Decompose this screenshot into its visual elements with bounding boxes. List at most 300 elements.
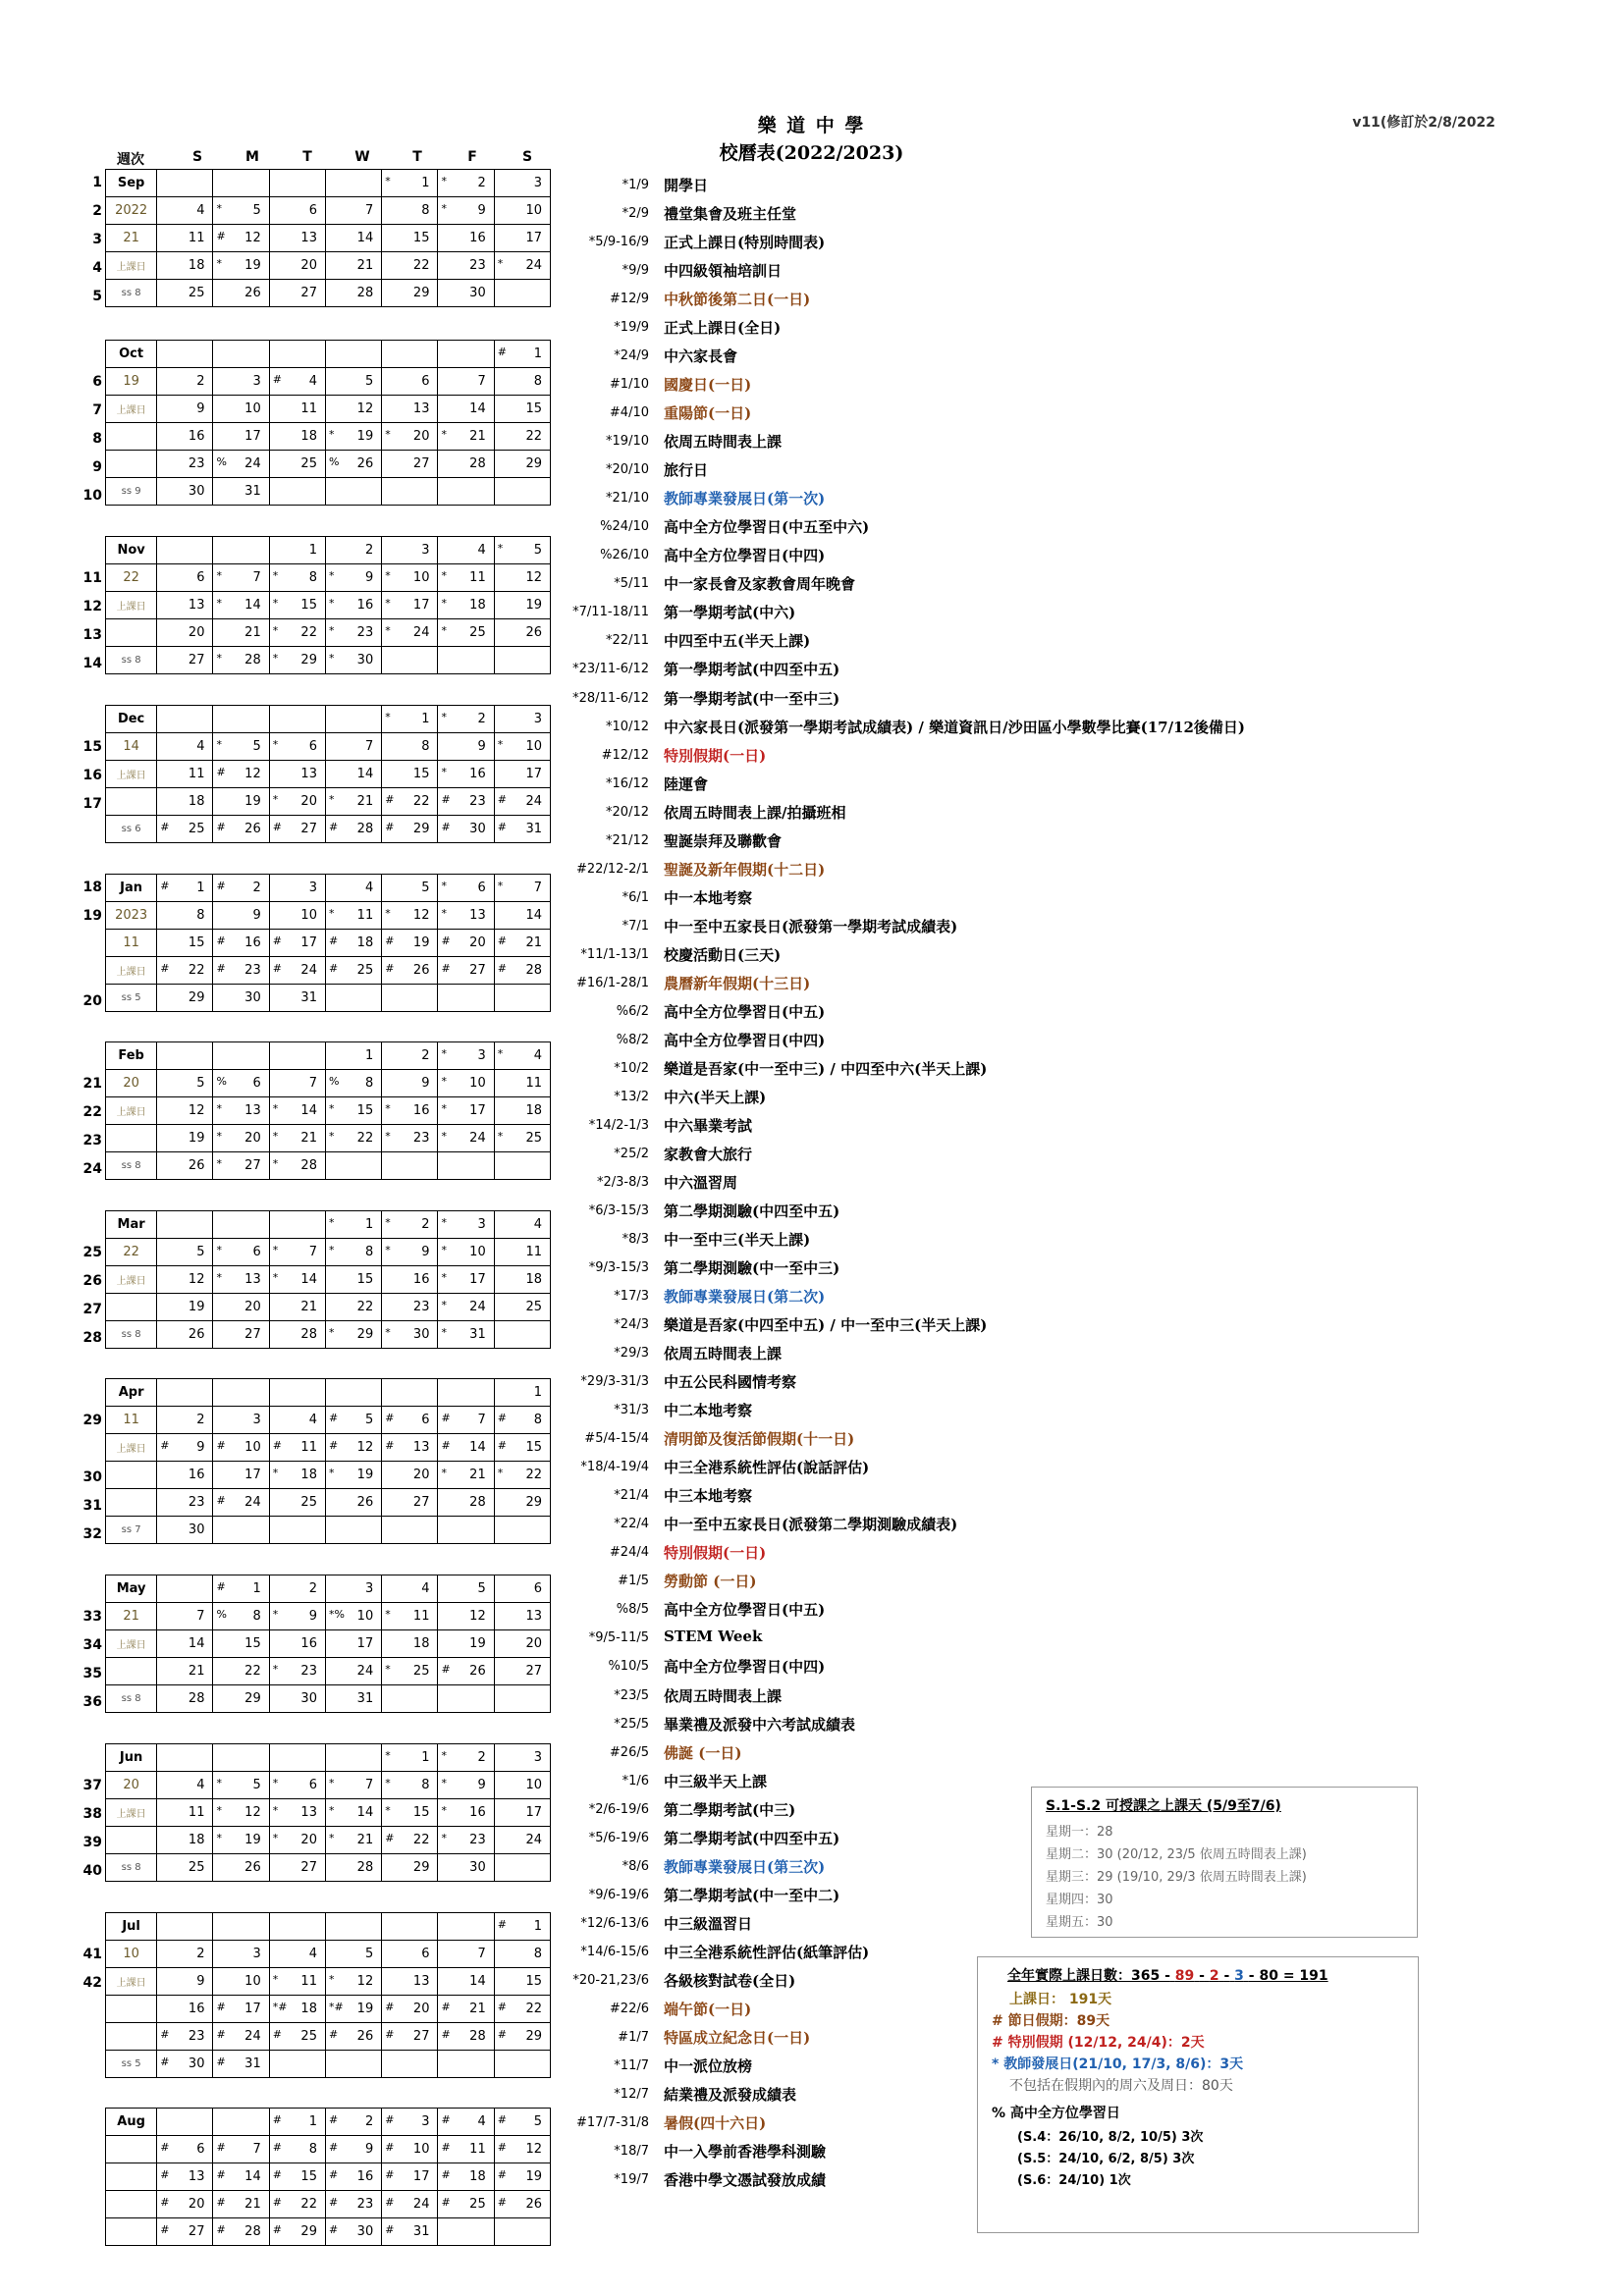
week-label <box>106 1294 157 1321</box>
day-cell <box>325 2163 381 2191</box>
week-number: 23 <box>82 1133 102 1148</box>
week-number: 5 <box>92 289 102 304</box>
day-number: 4 <box>477 2114 486 2129</box>
day-marker: # <box>441 793 451 806</box>
day-number: 2 <box>252 881 261 895</box>
day-number: 8 <box>308 2142 317 2157</box>
event-date: *2/3-8/3 <box>596 1175 649 1190</box>
event-row <box>558 1371 797 1391</box>
day-cell <box>494 280 550 307</box>
day-cell: 19 <box>157 1125 213 1152</box>
day-cell <box>382 1603 438 1630</box>
day-cell <box>213 1744 269 1772</box>
week-row <box>106 1968 551 1996</box>
day-cell <box>494 537 550 564</box>
day-marker: % <box>328 455 340 468</box>
day-marker: # <box>272 2168 282 2181</box>
day-cell: 3 <box>213 368 269 396</box>
teaching-days-title: S.1-S.2 可授課之上課天 (5/9至7/6) <box>1046 1798 1281 1814</box>
day-marker: * <box>441 1244 447 1256</box>
event-row <box>558 545 826 564</box>
day-cell: 30 <box>157 1517 213 1544</box>
event-row <box>558 1542 767 1562</box>
dow-wed: W <box>354 149 370 165</box>
event-row <box>558 830 783 850</box>
day-cell: 11 <box>157 1799 213 1827</box>
day-marker: * <box>328 1326 335 1339</box>
day-marker: *# <box>272 2001 288 2013</box>
event-date: *10/2 <box>614 1061 649 1076</box>
day-cell: 14 <box>325 761 381 788</box>
day-number: 9 <box>421 1245 430 1259</box>
event-date: *28/11-6/12 <box>572 691 649 706</box>
day-cell <box>494 1913 550 1941</box>
day-cell <box>382 423 438 451</box>
day-cell: 22 <box>494 423 550 451</box>
day-cell: 18 <box>269 423 325 451</box>
day-cell <box>269 1603 325 1630</box>
day-cell: 16 <box>382 1266 438 1294</box>
event-title: 第二學期考試(中四至中五) <box>664 1830 840 1847</box>
day-marker: * <box>216 1804 222 1817</box>
event-title: 中二本地考察 <box>664 1402 753 1419</box>
week-label: 11 <box>106 930 157 957</box>
day-cell: 7 <box>438 368 494 396</box>
day-cell <box>269 1211 325 1239</box>
day-cell <box>494 2136 550 2163</box>
day-marker: # <box>216 2001 226 2013</box>
day-cell: 5 <box>325 368 381 396</box>
day-cell <box>269 564 325 592</box>
day-number: 14 <box>469 1440 486 1455</box>
day-cell <box>325 1968 381 1996</box>
day-marker: * <box>272 793 279 806</box>
day-cell <box>382 930 438 957</box>
week-label: ss 9 <box>106 478 157 506</box>
day-cell <box>382 1685 438 1713</box>
day-cell <box>382 1772 438 1799</box>
week-row <box>106 1489 551 1517</box>
day-number: 16 <box>356 2169 374 2184</box>
day-cell <box>213 1211 269 1239</box>
week-label: ss 8 <box>106 647 157 674</box>
week-label: Dec <box>106 706 157 733</box>
day-marker: * <box>272 1130 279 1143</box>
day-number: 23 <box>412 1131 430 1146</box>
week-row <box>106 451 551 478</box>
day-cell <box>269 733 325 761</box>
week-number: 29 <box>82 1413 102 1428</box>
day-number: 13 <box>244 1272 261 1287</box>
week-label: 20 <box>106 1070 157 1097</box>
day-cell: 24 <box>325 1658 381 1685</box>
event-row <box>558 260 783 280</box>
day-cell <box>438 341 494 368</box>
day-marker: * <box>441 907 447 920</box>
day-cell <box>269 1239 325 1266</box>
day-cell <box>213 647 269 674</box>
day-marker: # <box>216 2141 226 2154</box>
event-title: 各級核對試卷(全日) <box>664 1972 796 1990</box>
day-marker: * <box>441 1102 447 1115</box>
day-number: 18 <box>356 935 374 950</box>
day-cell <box>325 1772 381 1799</box>
day-marker: # <box>328 2223 339 2236</box>
day-cell <box>213 1070 269 1097</box>
day-marker: # <box>497 346 507 358</box>
week-number: 4 <box>92 260 102 276</box>
event-date: *29/3-31/3 <box>580 1374 649 1389</box>
day-cell <box>157 170 213 197</box>
event-date: *21/10 <box>606 491 649 506</box>
day-cell: 22 <box>213 1658 269 1685</box>
day-cell: 3 <box>269 875 325 902</box>
event-row <box>558 289 811 308</box>
day-cell <box>438 2163 494 2191</box>
day-marker: # <box>497 1918 507 1931</box>
day-cell <box>382 564 438 592</box>
day-number: 19 <box>244 258 261 273</box>
day-cell: 19 <box>494 592 550 619</box>
day-cell <box>213 2218 269 2246</box>
month-table <box>105 1041 551 1180</box>
week-label: Aug <box>106 2109 157 2136</box>
event-row <box>558 1828 840 1847</box>
day-cell <box>269 1772 325 1799</box>
day-number: 19 <box>244 1833 261 1847</box>
day-cell <box>157 1575 213 1603</box>
day-number: 25 <box>469 625 486 640</box>
day-cell <box>325 1321 381 1349</box>
day-marker: # <box>385 793 395 806</box>
day-marker: * <box>441 202 447 215</box>
month-table <box>105 1378 551 1544</box>
week-row <box>106 2191 551 2218</box>
day-number: 12 <box>244 1805 261 1820</box>
day-cell: 26 <box>325 1489 381 1517</box>
day-marker: * <box>216 202 222 215</box>
event-title: 中四級領袖培訓日 <box>664 262 783 280</box>
event-date: #1/5 <box>618 1574 649 1588</box>
week-number: 18 <box>82 880 102 895</box>
day-marker: * <box>328 1832 335 1844</box>
day-number: 25 <box>300 2029 317 2044</box>
day-cell <box>494 1125 550 1152</box>
week-number: 33 <box>82 1609 102 1625</box>
day-marker: * <box>497 880 504 892</box>
day-marker: # <box>272 821 282 833</box>
day-marker: # <box>328 2113 339 2126</box>
event-title: 中一至中五家長日(派發第二學期測驗成績表) <box>664 1516 958 1533</box>
week-row <box>106 2109 551 2136</box>
week-row <box>106 1772 551 1799</box>
event-date: *11/7 <box>614 2058 649 2073</box>
day-marker: * <box>272 624 279 637</box>
day-marker: # <box>328 2196 339 2209</box>
day-cell <box>325 1070 381 1097</box>
dow-week: 週次 <box>117 152 144 168</box>
day-cell: 2 <box>325 537 381 564</box>
event-date: *6/1 <box>622 890 649 905</box>
day-cell <box>325 1913 381 1941</box>
week-number: 36 <box>82 1694 102 1710</box>
event-date: #22/6 <box>609 2002 649 2016</box>
day-cell <box>494 2218 550 2246</box>
week-row <box>106 2023 551 2051</box>
day-marker: * <box>328 1216 335 1229</box>
week-number: 34 <box>82 1637 102 1653</box>
day-cell: 31 <box>325 1685 381 1713</box>
week-row <box>106 647 551 674</box>
event-date: %8/5 <box>616 1602 649 1617</box>
event-title: 中四至中五(半天上課) <box>664 632 811 650</box>
day-marker: # <box>328 821 339 833</box>
day-cell <box>325 902 381 930</box>
day-number: 23 <box>244 963 261 978</box>
day-marker: # <box>216 1439 226 1452</box>
day-cell: 27 <box>269 1854 325 1882</box>
day-cell <box>325 2051 381 2078</box>
day-cell <box>157 2136 213 2163</box>
day-cell <box>213 1239 269 1266</box>
day-number: 10 <box>525 739 542 754</box>
day-number: 12 <box>244 767 261 781</box>
event-title: 高中全方位學習日(中五) <box>664 1601 826 1619</box>
event-title: 佛誕 (一日) <box>664 1744 742 1762</box>
day-cell <box>325 957 381 985</box>
day-cell: 14 <box>494 902 550 930</box>
day-cell: 16 <box>269 1630 325 1658</box>
week-row <box>106 1239 551 1266</box>
week-number: 20 <box>82 993 102 1009</box>
day-marker: * <box>441 1216 447 1229</box>
day-marker: # <box>272 2028 282 2041</box>
day-marker: # <box>160 1439 170 1452</box>
formula-tail: - 80 = 191 <box>1248 1968 1328 1984</box>
day-cell <box>213 197 269 225</box>
day-cell: 7 <box>157 1603 213 1630</box>
event-title: 依周五時間表上課 <box>664 1687 783 1705</box>
week-number: 11 <box>82 570 102 586</box>
day-cell <box>438 902 494 930</box>
day-cell <box>325 2136 381 2163</box>
day-marker: * <box>441 1326 447 1339</box>
event-date: *11/1-13/1 <box>580 947 649 962</box>
day-cell: 23 <box>157 451 213 478</box>
day-cell: 4 <box>494 1211 550 1239</box>
week-label: 上課日 <box>106 957 157 985</box>
day-number: 16 <box>412 1103 430 1118</box>
day-marker: * <box>441 597 447 610</box>
day-number: 19 <box>356 1468 374 1482</box>
day-cell <box>438 170 494 197</box>
event-row <box>558 630 811 650</box>
day-marker: *% <box>328 1608 345 1621</box>
day-number: 24 <box>244 1495 261 1510</box>
day-marker: # <box>216 934 226 947</box>
day-cell: 31 <box>213 478 269 506</box>
week-number: 37 <box>82 1778 102 1793</box>
event-title: STEM Week <box>664 1628 763 1645</box>
week-number: 12 <box>82 599 102 614</box>
day-number: 1 <box>533 1919 542 1934</box>
day-cell <box>269 1042 325 1070</box>
event-title: 樂道是吾家(中四至中五) / 中一至中三(半天上課) <box>664 1316 988 1334</box>
day-cell <box>325 816 381 843</box>
day-number: 12 <box>525 2142 542 2157</box>
day-marker: # <box>328 2141 339 2154</box>
day-marker: * <box>385 428 391 441</box>
day-cell <box>438 2051 494 2078</box>
month-table <box>105 705 551 843</box>
day-marker: # <box>441 2141 451 2154</box>
day-cell <box>213 1097 269 1125</box>
day-cell <box>382 1321 438 1349</box>
week-number: 31 <box>82 1498 102 1514</box>
day-cell <box>213 564 269 592</box>
event-date: *5/11 <box>614 576 649 591</box>
day-cell <box>382 1152 438 1180</box>
day-cell: 25 <box>157 280 213 307</box>
day-number: 28 <box>244 2224 261 2239</box>
event-date: *24/3 <box>614 1317 649 1332</box>
day-marker: * <box>385 1244 391 1256</box>
day-number: 31 <box>469 1327 486 1342</box>
day-cell: 27 <box>382 1489 438 1517</box>
week-number: 27 <box>82 1302 102 1317</box>
day-cell: 16 <box>438 225 494 252</box>
day-cell: 6 <box>157 564 213 592</box>
day-number: 3 <box>477 1217 486 1232</box>
day-marker: * <box>328 597 335 610</box>
day-cell <box>382 2191 438 2218</box>
event-row <box>558 1514 958 1533</box>
day-cell: 8 <box>382 197 438 225</box>
week-label: 2023 <box>106 902 157 930</box>
day-cell: 12 <box>157 1266 213 1294</box>
event-date: *23/5 <box>614 1688 649 1703</box>
day-cell: 22 <box>382 252 438 280</box>
event-title: 開學日 <box>664 177 709 194</box>
day-number: 30 <box>412 1327 430 1342</box>
event-date: *20/12 <box>606 805 649 820</box>
event-title: 香港中學文憑試發放成績 <box>664 2171 827 2189</box>
day-cell <box>157 1744 213 1772</box>
event-row <box>558 1115 753 1135</box>
day-cell <box>438 2023 494 2051</box>
day-cell <box>438 1321 494 1349</box>
week-number: 40 <box>82 1863 102 1879</box>
day-marker: # <box>272 2196 282 2209</box>
day-number: 27 <box>300 822 317 836</box>
day-number: 10 <box>412 2142 430 2157</box>
week-number: 38 <box>82 1806 102 1822</box>
day-number: 1 <box>196 881 205 895</box>
day-cell: 10 <box>213 396 269 423</box>
day-cell: 28 <box>269 1321 325 1349</box>
day-marker: * <box>441 880 447 892</box>
day-number: 5 <box>252 739 261 754</box>
event-row <box>558 717 1246 736</box>
week-label: 上課日 <box>106 1630 157 1658</box>
event-row <box>558 1087 767 1106</box>
week-number: 6 <box>92 374 102 390</box>
day-marker: % <box>216 1075 227 1088</box>
day-number: 16 <box>469 1805 486 1820</box>
event-row <box>558 1286 826 1306</box>
day-marker: # <box>216 1494 226 1507</box>
day-cell <box>494 2051 550 2078</box>
week-number: 1 <box>92 175 102 190</box>
week-number: 14 <box>82 656 102 671</box>
event-row <box>558 488 826 507</box>
day-marker: # <box>497 1439 507 1452</box>
event-title: 暑假(四十六日) <box>664 2114 767 2132</box>
event-date: *1/6 <box>622 1774 649 1789</box>
event-row <box>558 774 709 793</box>
week-row <box>106 1854 551 1882</box>
day-number: 30 <box>356 653 374 667</box>
event-row <box>558 1457 870 1476</box>
day-marker: # <box>497 2196 507 2209</box>
week-label: 14 <box>106 733 157 761</box>
day-cell <box>269 647 325 674</box>
event-title: 第一學期考試(中六) <box>664 604 796 621</box>
day-number: 14 <box>244 2169 261 2184</box>
event-row <box>558 573 856 593</box>
day-cell <box>213 592 269 619</box>
day-number: 14 <box>300 1272 317 1287</box>
event-row <box>558 1172 738 1192</box>
day-number: 14 <box>244 598 261 613</box>
event-row <box>558 431 783 451</box>
day-cell: 16 <box>157 1462 213 1489</box>
day-marker: * <box>441 428 447 441</box>
day-cell: 23 <box>382 1294 438 1321</box>
day-marker: # <box>328 962 339 975</box>
day-cell: 21 <box>157 1658 213 1685</box>
event-date: #24/4 <box>609 1545 649 1560</box>
event-title: 高中全方位學習日(中五) <box>664 1003 826 1021</box>
event-date: #16/1-28/1 <box>576 976 649 990</box>
day-cell <box>157 1042 213 1070</box>
day-number: 8 <box>252 1609 261 1624</box>
day-marker: * <box>385 1749 391 1762</box>
week-number: 22 <box>82 1104 102 1120</box>
event-row <box>558 1030 826 1049</box>
day-number: 20 <box>300 1833 317 1847</box>
day-marker: * <box>441 175 447 187</box>
day-cell <box>494 1042 550 1070</box>
week-row <box>106 1996 551 2023</box>
day-marker: # <box>328 1439 339 1452</box>
week-label: Apr <box>106 1379 157 1407</box>
day-marker: # <box>441 1439 451 1452</box>
day-cell <box>269 368 325 396</box>
week-label: Mar <box>106 1211 157 1239</box>
week-label: Feb <box>106 1042 157 1070</box>
day-number: 6 <box>252 1076 261 1091</box>
month-table <box>105 1743 551 1882</box>
day-cell <box>269 1434 325 1462</box>
day-cell <box>494 2023 550 2051</box>
event-date: #1/10 <box>609 377 649 392</box>
event-date: *8/6 <box>622 1859 649 1874</box>
event-date: *29/3 <box>614 1346 649 1361</box>
week-label <box>106 1489 157 1517</box>
day-marker: # <box>385 2113 395 2126</box>
event-date: %26/10 <box>600 548 649 562</box>
